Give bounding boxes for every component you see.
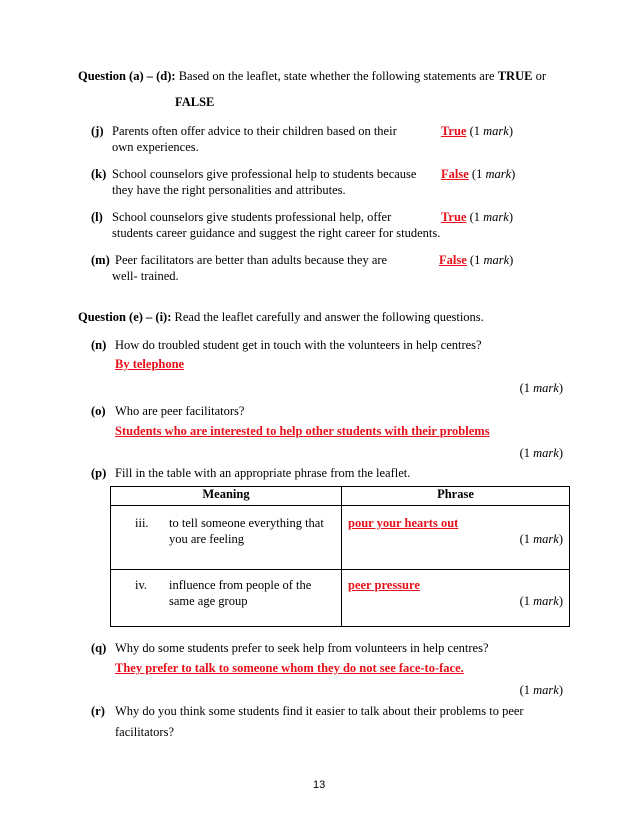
- item-letter: (k): [91, 167, 107, 181]
- mark-label: (1 mark): [471, 167, 516, 181]
- item-text-line2: own experiences.: [112, 140, 199, 154]
- meaning-header: Meaning: [111, 487, 342, 506]
- part1-text: Based on the leaflet, state whether the following statements are: [178, 69, 495, 83]
- item-answer-line: [439, 253, 513, 268]
- item-text-line2: well- trained.: [112, 269, 179, 283]
- true-word: TRUE: [497, 69, 533, 83]
- phrase-answer: pour your hearts out: [348, 516, 459, 530]
- meaning-cell: [111, 506, 342, 570]
- page-number: 13: [313, 779, 326, 791]
- answer-true: True: [441, 124, 467, 138]
- item-text-line2: they have the right personalities and attributes.: [112, 183, 346, 197]
- meaning-line1: to tell someone everything that: [169, 516, 324, 530]
- mark-label: (1 mark): [519, 683, 563, 697]
- mark-label: (1 mark): [519, 532, 563, 546]
- question-letter: (r): [91, 704, 105, 718]
- phrase-header: Phrase: [342, 487, 570, 506]
- mark-label: (1 mark): [469, 124, 514, 138]
- phrase-answer: peer pressure: [348, 578, 420, 592]
- question-text: How do troubled student get in touch with the volunteers in help centres?: [115, 338, 482, 352]
- question-text-line1: Why do you think some students find it easier to talk about their problems to peer: [115, 704, 524, 718]
- question-text: Fill in the table with an appropriate phrase from the leaflet.: [115, 466, 411, 480]
- item-text-line1: School counselors give professional help to students because: [112, 167, 417, 181]
- mark-label: (1 mark): [519, 381, 563, 395]
- item-letter: (m): [91, 253, 110, 267]
- mark-label: (1 mark): [469, 253, 514, 267]
- table-row: [111, 506, 570, 570]
- item-letter: (l): [91, 210, 103, 224]
- meaning-line2: same age group: [169, 594, 248, 608]
- row-number: iii.: [135, 516, 149, 530]
- item-text-line1: Peer facilitators are better than adults because they are: [115, 253, 388, 267]
- part2-text: Read the leaflet carefully and answer the following questions.: [174, 310, 484, 324]
- item-answer-line: [441, 124, 513, 139]
- table-row: [111, 570, 570, 627]
- part2-label: Question (e) – (i):: [78, 310, 172, 324]
- part1-label: Question (a) – (d):: [78, 69, 176, 83]
- mark-label: (1 mark): [519, 594, 563, 608]
- mark-label: (1 mark): [469, 210, 514, 224]
- answer-text: By telephone: [115, 357, 185, 371]
- item-text-line2: students career guidance and suggest the right career for students.: [112, 226, 441, 240]
- item-answer-line: [441, 210, 513, 225]
- phrase-table: [110, 486, 570, 627]
- row-number: iv.: [135, 578, 148, 592]
- question-text: Why do some students prefer to seek help from volunteers in help centres?: [115, 641, 489, 655]
- meaning-cell: [111, 570, 342, 627]
- answer-text: Students who are interested to help other students with their problems: [115, 424, 490, 438]
- or-word: or: [535, 69, 546, 83]
- meaning-line2: you are feeling: [169, 532, 244, 546]
- answer-false: False: [441, 167, 469, 181]
- question-text-line2: facilitators?: [115, 725, 174, 739]
- phrase-cell: [342, 506, 570, 570]
- answer-false: False: [439, 253, 467, 267]
- question-letter: (p): [91, 466, 107, 480]
- part1-heading: [78, 69, 546, 84]
- part2-heading: [78, 310, 484, 325]
- question-letter: (o): [91, 404, 106, 418]
- item-text-line1: School counselors give students professional help, offer: [112, 210, 392, 224]
- false-word: FALSE: [175, 95, 215, 109]
- meaning-line1: influence from people of the: [169, 578, 312, 592]
- item-text-line1: Parents often offer advice to their children based on their: [112, 124, 397, 138]
- question-letter: (n): [91, 338, 107, 352]
- answer-text: They prefer to talk to someone whom they do not see face-to-face.: [115, 661, 464, 675]
- question-letter: (q): [91, 641, 107, 655]
- answer-true: True: [441, 210, 467, 224]
- question-text: Who are peer facilitators?: [115, 404, 245, 418]
- mark-label: (1 mark): [519, 446, 563, 460]
- item-letter: (j): [91, 124, 104, 138]
- table-header-row: [111, 487, 570, 506]
- phrase-cell: [342, 570, 570, 627]
- item-answer-line: [441, 167, 515, 182]
